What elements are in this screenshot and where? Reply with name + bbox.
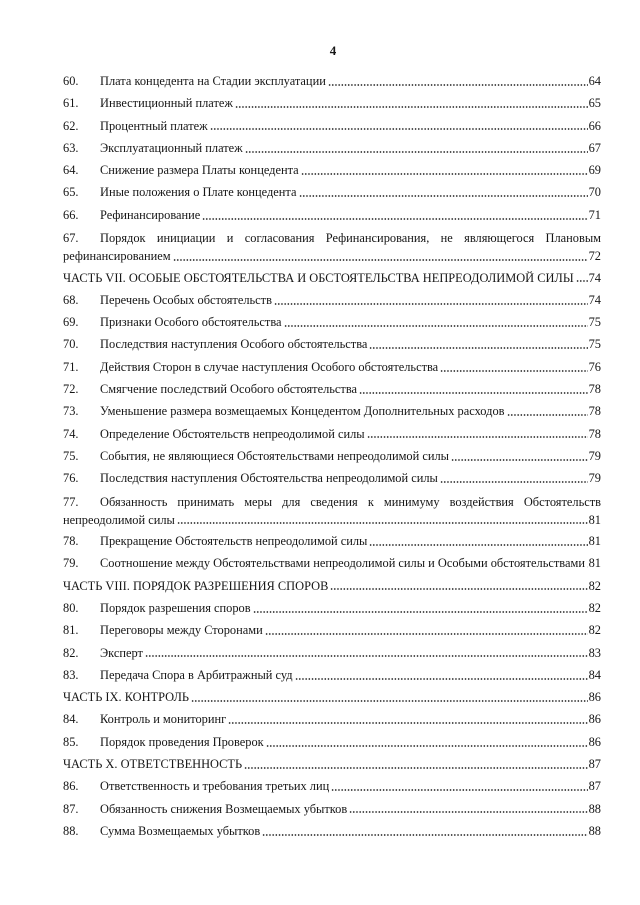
dot-leader xyxy=(330,588,587,590)
entry-title: Рефинансирование xyxy=(100,207,201,222)
dot-leader xyxy=(331,789,587,791)
entry-page-number: 81 xyxy=(588,534,601,549)
entry-title: Иные положения о Плате концедента xyxy=(100,185,297,200)
toc-entry-67 xyxy=(63,226,601,267)
entry-number: 68. xyxy=(63,292,79,307)
toc-entry-61 xyxy=(63,92,601,114)
entry-number: 86. xyxy=(63,779,79,794)
entry-page-number: 70 xyxy=(588,185,601,200)
entry-title: Плата концедента на Стадии эксплуатации xyxy=(100,74,326,88)
dot-leader xyxy=(266,745,588,747)
dot-leader xyxy=(284,325,588,327)
entry-number: 60. xyxy=(63,74,79,88)
part-page-number: 86 xyxy=(588,690,601,705)
toc-entry-71 xyxy=(63,356,601,378)
entry-number: 84. xyxy=(63,712,79,727)
dot-leader xyxy=(235,106,588,108)
entry-number: 83. xyxy=(63,667,79,682)
entry-number: 73. xyxy=(63,404,79,419)
entry-number: 87. xyxy=(63,801,79,816)
dot-leader xyxy=(262,834,587,836)
dot-leader xyxy=(576,280,588,282)
toc-entry-77 xyxy=(63,490,601,531)
toc-entry-76 xyxy=(63,467,601,489)
toc-entry-64 xyxy=(63,159,601,181)
entry-number: 75. xyxy=(63,448,79,463)
entry-page-number: 88 xyxy=(588,823,601,838)
dot-leader xyxy=(359,392,588,394)
entry-number: 62. xyxy=(63,118,79,133)
entry-page-number: 83 xyxy=(588,645,601,660)
entry-title: Инвестиционный платеж xyxy=(100,96,233,111)
entry-title-line-2: рефинансированием xyxy=(63,249,171,264)
toc-entry-68 xyxy=(63,289,601,311)
toc-entry-73 xyxy=(63,400,601,422)
dot-leader xyxy=(228,722,587,724)
entry-page-number: 86 xyxy=(588,712,601,727)
toc-entry-86 xyxy=(63,775,601,797)
entry-title: Смягчение последствий Особого обстоятельства xyxy=(100,382,358,397)
dot-leader xyxy=(451,459,588,461)
dot-leader xyxy=(587,566,588,568)
entry-title: Порядок разрешения споров xyxy=(100,600,251,615)
dot-leader xyxy=(274,303,588,305)
part-heading-viii xyxy=(63,575,601,597)
entry-page-number: 78 xyxy=(588,382,601,397)
part-page-number: 87 xyxy=(588,757,601,772)
dot-leader xyxy=(299,195,588,197)
part-title: ЧАСТЬ VIII. ПОРЯДОК РАЗРЕШЕНИЯ СПОРОВ xyxy=(63,578,329,593)
entry-page-number: 71 xyxy=(588,207,601,222)
part-title: ЧАСТЬ IX. КОНТРОЛЬ xyxy=(63,690,190,705)
dot-leader xyxy=(145,655,588,657)
entry-number: 81. xyxy=(63,623,79,638)
part-page-number: 74 xyxy=(588,270,601,285)
entry-page-number: 79 xyxy=(588,448,601,463)
toc-entry-81 xyxy=(63,619,601,641)
toc-entry-84 xyxy=(63,708,601,730)
entry-number: 70. xyxy=(63,337,79,352)
entry-title: Признаки Особого обстоятельства xyxy=(100,315,282,330)
toc-entry-88 xyxy=(63,820,601,842)
entry-number: 78. xyxy=(63,534,79,549)
entry-title: Переговоры между Сторонами xyxy=(100,623,263,638)
entry-page-number: 86 xyxy=(588,734,601,749)
entry-title: Сумма Возмещаемых убытков xyxy=(100,823,261,838)
entry-page-number: 84 xyxy=(588,667,601,682)
entry-title: Эксперт xyxy=(100,645,143,660)
entry-title: Эксплуатационный платеж xyxy=(100,140,243,155)
part-page-number: 82 xyxy=(588,578,601,593)
part-heading-ix xyxy=(63,686,601,708)
toc-entry-79 xyxy=(63,552,601,574)
toc-entry-69 xyxy=(63,311,601,333)
entry-title: Процентный платеж xyxy=(100,118,208,133)
dot-leader xyxy=(367,436,588,438)
entry-title: Уменьшение размера возмещаемых Концедентом Дополнительных расходов xyxy=(100,404,505,419)
toc-entry-82 xyxy=(63,642,601,664)
toc-entry-70 xyxy=(63,333,601,355)
entry-number: 74. xyxy=(63,426,79,441)
entry-page-number: 87 xyxy=(588,779,601,794)
toc-entry-85 xyxy=(63,731,601,753)
entry-title: Действия Сторон в случае наступления Особого обстоятельства xyxy=(100,359,439,374)
entry-number: 77. xyxy=(63,494,79,509)
entry-line-2 xyxy=(63,247,601,265)
toc-entry-65 xyxy=(63,181,601,203)
dot-leader xyxy=(295,678,588,680)
dot-leader xyxy=(440,370,587,372)
entry-title-line-2: непреодолимой силы xyxy=(63,512,175,527)
dot-leader xyxy=(369,347,587,349)
entry-title: Прекращение Обстоятельств непреодолимой силы xyxy=(100,534,368,549)
dot-leader xyxy=(173,259,588,261)
entry-number: 61. xyxy=(63,96,79,111)
dot-leader xyxy=(440,481,588,483)
entry-number: 85. xyxy=(63,734,79,749)
part-heading-x xyxy=(63,753,601,775)
entry-number: 63. xyxy=(63,140,79,155)
table-of-contents xyxy=(63,70,601,842)
entry-page-number: 75 xyxy=(588,337,601,352)
entry-line-2 xyxy=(63,511,601,529)
entry-title: Передача Спора в Арбитражный суд xyxy=(100,667,293,682)
entry-number: 65. xyxy=(63,185,79,200)
entry-title: Контроль и мониторинг xyxy=(100,712,227,727)
toc-entry-72 xyxy=(63,378,601,400)
entry-page-number: 67 xyxy=(588,140,601,155)
entry-title: Снижение размера Платы концедента xyxy=(100,163,299,178)
part-title: ЧАСТЬ VII. ОСОБЫЕ ОБСТОЯТЕЛЬСТВА И ОБСТОЯТЕЛЬСТВА НЕПРЕОДОЛИМОЙ СИЛЫ xyxy=(63,270,574,285)
entry-title: Соотношение между Обстоятельствами непреодолимой силы и Особыми обстоятельствами xyxy=(100,556,585,571)
entry-page-number: 88 xyxy=(588,801,601,816)
toc-entry-66 xyxy=(63,204,601,226)
entry-page-number: 78 xyxy=(588,426,601,441)
entry-page-number: 79 xyxy=(588,471,601,486)
entry-line-1 xyxy=(63,493,601,511)
entry-number: 79. xyxy=(63,556,79,571)
dot-leader xyxy=(265,633,588,635)
entry-page-number: 81 xyxy=(588,512,601,527)
dot-leader xyxy=(349,811,587,813)
dot-leader xyxy=(328,84,588,86)
dot-leader xyxy=(244,767,588,769)
entry-title-line-1: Обязанность принимать меры для сведения к минимуму воздействия Обстоятельств xyxy=(100,494,601,509)
entry-title: Последствия наступления Обстоятельства непреодолимой силы xyxy=(100,471,438,486)
toc-entry-87 xyxy=(63,798,601,820)
toc-entry-78 xyxy=(63,530,601,552)
entry-title: Последствия наступления Особого обстоятельства xyxy=(100,337,368,352)
toc-entry-63 xyxy=(63,137,601,159)
entry-page-number: 75 xyxy=(588,315,601,330)
entry-page-number: 64 xyxy=(588,74,601,88)
entry-page-number: 72 xyxy=(588,249,601,264)
entry-title: Перечень Особых обстоятельств xyxy=(100,292,272,307)
entry-title: Обязанность снижения Возмещаемых убытков xyxy=(100,801,348,816)
entry-number: 67. xyxy=(63,231,79,246)
entry-title: Ответственность и требования третьих лиц xyxy=(100,779,330,794)
toc-entry-80 xyxy=(63,597,601,619)
dot-leader xyxy=(177,522,588,524)
dot-leader xyxy=(245,151,588,153)
dot-leader xyxy=(253,611,588,613)
toc-entry-75 xyxy=(63,445,601,467)
entry-number: 88. xyxy=(63,823,79,838)
part-heading-vii xyxy=(63,267,601,289)
entry-number: 76. xyxy=(63,471,79,486)
dot-leader xyxy=(369,544,587,546)
dot-leader xyxy=(202,218,587,220)
entry-page-number: 69 xyxy=(588,163,601,178)
entry-page-number: 82 xyxy=(588,600,601,615)
entry-title: События, не являющиеся Обстоятельствами непреодолимой силы xyxy=(100,448,449,463)
entry-number: 64. xyxy=(63,163,79,178)
entry-number: 72. xyxy=(63,382,79,397)
entry-page-number: 74 xyxy=(588,292,601,307)
entry-title: Порядок проведения Проверок xyxy=(100,734,264,749)
entry-line-1 xyxy=(63,229,601,247)
entry-page-number: 66 xyxy=(588,118,601,133)
entry-number: 82. xyxy=(63,645,79,660)
part-title: ЧАСТЬ X. ОТВЕТСТВЕННОСТЬ xyxy=(63,757,243,772)
entry-number: 71. xyxy=(63,359,79,374)
entry-page-number: 81 xyxy=(588,556,601,571)
entry-number: 66. xyxy=(63,207,79,222)
entry-number: 69. xyxy=(63,315,79,330)
dot-leader xyxy=(507,414,588,416)
entry-title: Определение Обстоятельств непреодолимой силы xyxy=(100,426,365,441)
toc-entry-60 xyxy=(63,70,601,92)
dot-leader xyxy=(210,128,588,130)
toc-entry-74 xyxy=(63,423,601,445)
toc-entry-83 xyxy=(63,664,601,686)
toc-entry-62 xyxy=(63,115,601,137)
entry-page-number: 65 xyxy=(588,96,601,111)
entry-number: 80. xyxy=(63,600,79,615)
dot-leader xyxy=(191,700,588,702)
entry-page-number: 82 xyxy=(588,623,601,638)
entry-page-number: 76 xyxy=(588,359,601,374)
page-number: 4 xyxy=(329,43,337,58)
dot-leader xyxy=(301,173,588,175)
entry-page-number: 78 xyxy=(588,404,601,419)
entry-title-line-1: Порядок инициации и согласования Рефинансирования, не являющегося Плановым xyxy=(100,231,601,246)
